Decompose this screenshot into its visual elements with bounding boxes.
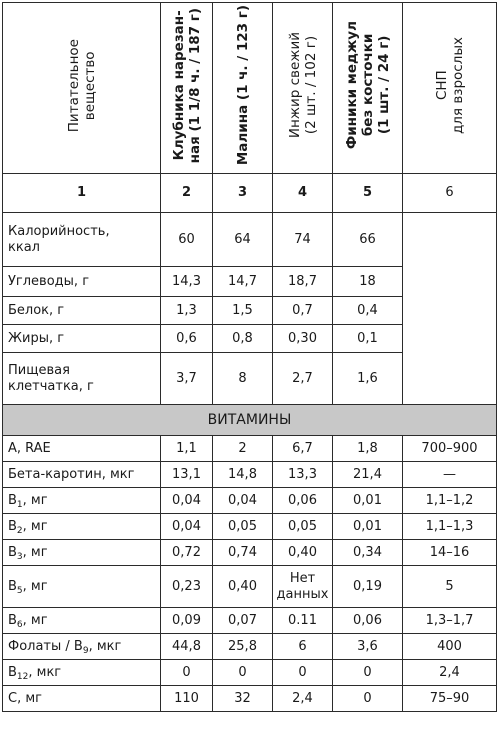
table-row [3,566,497,608]
table-cell: 0 [213,660,273,686]
table-cell: 0,07 [213,608,273,634]
table-cell: 2,4 [403,660,497,686]
empty-cell [403,267,497,297]
table-cell: 0 [273,660,333,686]
vitamin-name [3,608,161,634]
table-row [3,488,497,514]
table-row [3,325,497,353]
vitamin-name [3,566,161,608]
header-line: (1 шт. / 24 г) [375,36,392,135]
table-row [3,353,497,405]
header-rda [403,3,497,174]
header-line: для взрослых [449,36,466,135]
table-cell: 0,05 [273,514,333,540]
vitamin-subscript: 12 [16,671,29,682]
table-cell: 14,3 [161,267,213,297]
table-cell: 1,1–1,3 [403,514,497,540]
vitamin-unit: , мг [22,544,48,560]
nutrient-name [3,297,161,325]
vitamin-name [3,540,161,566]
table-row [3,213,497,267]
vitamin-name [3,660,161,686]
vitamin-subscript: 5 [16,585,23,596]
header-line: Клубника нарезан- [170,10,187,161]
table-cell: 1,3 [161,297,213,325]
empty-cell [403,213,497,267]
table-cell: 0 [333,660,403,686]
table-cell: 5 [403,566,497,608]
col-number: 2 [161,174,213,213]
nutrition-table [2,2,497,712]
vitamin-label: B [8,578,17,594]
table-cell: 110 [161,686,213,712]
vitamin-label: A, RAE [8,440,51,456]
vitamin-unit: , мкг [28,664,62,680]
table-cell: 44,8 [161,634,213,660]
vitamin-label: B [8,612,17,628]
vitamin-label: B [8,544,17,560]
header-fig [273,3,333,174]
header-line: Питательное [65,38,82,133]
table-row [3,514,497,540]
nutrient-name-line: клетчатка, г [8,378,94,394]
table-cell: 0,72 [161,540,213,566]
cell-line: Нет [289,570,316,586]
nutrient-name [3,325,161,353]
table-cell: 400 [403,634,497,660]
header-line: (2 шт. / 102 г) [302,36,319,135]
vitamin-name [3,634,161,660]
vitamin-unit: , мг [22,612,48,628]
table-cell: 0 [161,660,213,686]
table-cell: 3,7 [161,353,213,405]
table-cell: 0 [333,686,403,712]
table-cell: 6,7 [273,436,333,462]
vitamin-name [3,514,161,540]
table-cell: 3,6 [333,634,403,660]
table-row [3,634,497,660]
empty-cell [403,353,497,405]
table-cell: 0,06 [333,608,403,634]
header-nutrient [3,3,161,174]
table-cell: 1,3–1,7 [403,608,497,634]
table-cell: — [403,462,497,488]
col-number: 4 [273,174,333,213]
nutrient-name-line: Углеводы, г [8,273,90,289]
column-number-row [3,174,497,213]
table-cell: 0,74 [213,540,273,566]
table-cell: 1,6 [333,353,403,405]
table-row [3,462,497,488]
table-cell: 0,4 [333,297,403,325]
table-cell: 66 [333,213,403,267]
table-cell: 60 [161,213,213,267]
table-cell: 14–16 [403,540,497,566]
nutrient-name-line: Белок, г [8,302,65,318]
table-cell: 0,09 [161,608,213,634]
table-cell: 2 [213,436,273,462]
nutrient-name-line: Пищевая [8,362,70,378]
cell-line: данных [276,586,329,602]
vitamin-name [3,686,161,712]
table-cell: 0,04 [213,488,273,514]
col-number: 1 [3,174,161,213]
table-cell: 6 [273,634,333,660]
nutrient-name-line: Калорийность, [8,223,110,239]
table-cell: 0,06 [273,488,333,514]
header-line: Финики меджул [343,21,360,150]
table-cell: 0,6 [161,325,213,353]
vitamin-unit: , мг [22,578,48,594]
vitamin-subscript: 6 [16,619,23,630]
table-row [3,686,497,712]
col-number: 6 [403,174,497,213]
table-row [3,267,497,297]
vitamin-name [3,436,161,462]
header-raspberry [213,3,273,174]
empty-cell [403,297,497,325]
table-cell: 0,01 [333,514,403,540]
nutrient-name [3,213,161,267]
table-row [3,608,497,634]
empty-cell [403,325,497,353]
table-cell: 0,23 [161,566,213,608]
table-cell: 2,7 [273,353,333,405]
table-cell: 74 [273,213,333,267]
vitamin-subscript: 2 [16,525,23,536]
header-row [3,3,497,174]
table-cell: 700–900 [403,436,497,462]
table-cell: 0,34 [333,540,403,566]
header-line: СНП [433,70,450,101]
col-number: 3 [213,174,273,213]
vitamin-label: Фолаты / B [8,638,83,654]
table-cell: 21,4 [333,462,403,488]
vitamin-unit: , мкг [88,638,122,654]
header-dates [333,3,403,174]
header-line: ная (1 1/8 ч. / 187 г) [186,7,203,164]
table-cell: 1,1 [161,436,213,462]
table-cell: 14,8 [213,462,273,488]
table-row [3,297,497,325]
table-cell: 75–90 [403,686,497,712]
table-cell: 0,30 [273,325,333,353]
table-cell: 18 [333,267,403,297]
vitamin-label: B [8,664,17,680]
table-cell: 64 [213,213,273,267]
nutrient-name [3,267,161,297]
nutrient-name [3,353,161,405]
table-cell: 8 [213,353,273,405]
section-row [3,405,497,436]
vitamin-subscript: 1 [16,499,23,510]
vitamin-label: C, мг [8,690,42,706]
section-title: ВИТАМИНЫ [3,405,497,436]
table-cell: 0,40 [273,540,333,566]
table-cell: 32 [213,686,273,712]
table-row [3,540,497,566]
header-line: без косточки [359,34,376,137]
header-strawberry [161,3,213,174]
table-cell: 25,8 [213,634,273,660]
vitamin-name [3,488,161,514]
table-cell: 13,3 [273,462,333,488]
table-cell: 0,1 [333,325,403,353]
table-cell: 0,04 [161,514,213,540]
table-cell: 1,1–1,2 [403,488,497,514]
table-cell: 0,19 [333,566,403,608]
header-line: Малина (1 ч. / 123 г) [234,5,251,166]
vitamin-label: B [8,492,17,508]
vitamin-unit: , мг [22,492,48,508]
header-line: Инжир свежий [286,32,303,139]
table-cell [273,566,333,608]
table-cell: 2,4 [273,686,333,712]
nutrient-name-line: Жиры, г [8,330,65,346]
table-cell: 0,8 [213,325,273,353]
table-row [3,660,497,686]
col-number: 5 [333,174,403,213]
nutrient-name-line: ккал [8,239,40,255]
vitamin-subscript: 9 [82,645,89,656]
header-line: вещество [81,51,98,120]
table-cell: 0,40 [213,566,273,608]
vitamin-subscript: 3 [16,551,23,562]
table-cell: 0.11 [273,608,333,634]
table-cell: 1,5 [213,297,273,325]
table-cell: 0,7 [273,297,333,325]
table-cell: 18,7 [273,267,333,297]
table-cell: 14,7 [213,267,273,297]
vitamin-label: Бета-каротин, мкг [8,466,135,482]
table-cell: 0,04 [161,488,213,514]
table-cell: 0,01 [333,488,403,514]
vitamin-name [3,462,161,488]
table-cell: 13,1 [161,462,213,488]
table-row [3,436,497,462]
table-cell: 1,8 [333,436,403,462]
vitamin-unit: , мг [22,518,48,534]
vitamin-label: B [8,518,17,534]
table-cell: 0,05 [213,514,273,540]
